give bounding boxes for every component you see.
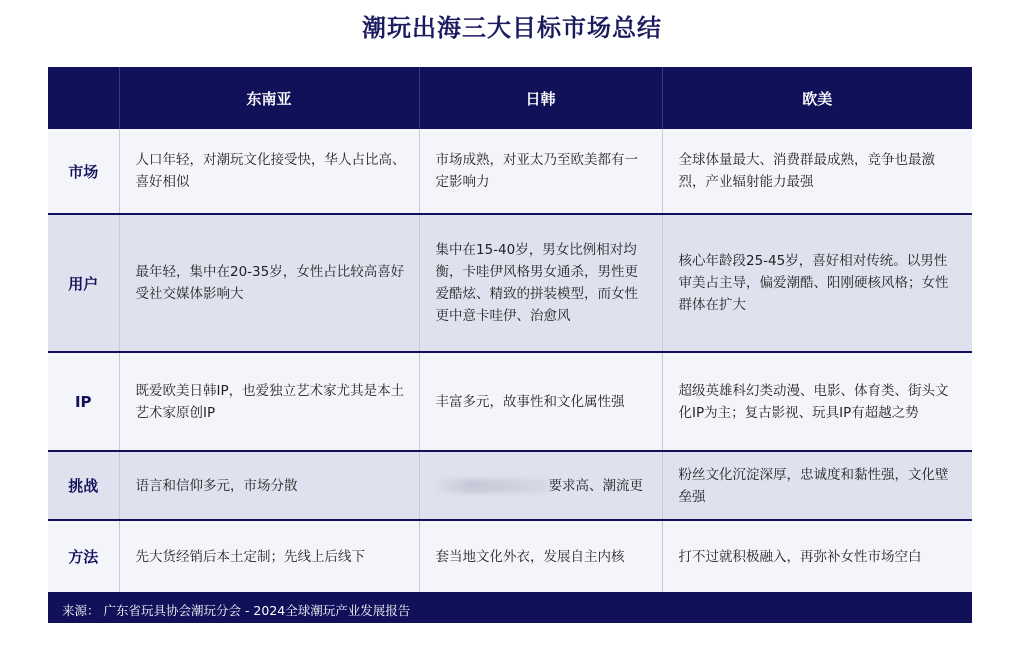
table-cell: 核心年龄段25-45岁，喜好相对传统。以男性审美占主导，偏爱潮酷、阳刚硬核风格；女性群体在扩大 (662, 214, 972, 352)
table-header-row (48, 67, 972, 129)
table-cell: 市场成熟，对亚太乃至欧美都有一定影响力 (419, 129, 662, 214)
source-footnote: 来源： 广东省玩具协会潮玩分会 - 2024全球潮玩产业发展报告 (62, 603, 411, 618)
table-cell-partially-obscured (419, 451, 662, 520)
column-header: 欧美 (662, 67, 972, 129)
column-header: 东南亚 (119, 67, 419, 129)
table-row (48, 129, 972, 214)
blurred-text-overlay (436, 479, 548, 493)
table-cell: 最年轻，集中在20-35岁，女性占比较高喜好受社交媒体影响大 (119, 214, 419, 352)
row-label: 挑战 (48, 451, 119, 520)
table-cell: 粉丝文化沉淀深厚，忠诚度和黏性强，文化壁垒强 (662, 451, 972, 520)
header-corner (48, 67, 119, 129)
table-row (48, 352, 972, 451)
row-label: IP (48, 352, 119, 451)
table-cell: 集中在15-40岁，男女比例相对均衡，卡哇伊风格男女通杀，男性更爱酷炫、精致的拼装模型，而女性更中意卡哇伊、治愈风 (419, 214, 662, 352)
page-title: 潮玩出海三大目标市场总结 (362, 14, 662, 42)
row-label: 用户 (48, 214, 119, 352)
table-cell: 既爱欧美日韩IP，也爱独立艺术家尤其是本土艺术家原创IP (119, 352, 419, 451)
summary-table-frame (48, 67, 972, 623)
cell-visible-text: 要求高、潮流更 (548, 477, 643, 494)
table-cell: 超级英雄科幻类动漫、电影、体育类、街头文化IP为主；复古影视、玩具IP有超越之势 (662, 352, 972, 451)
row-label: 市场 (48, 129, 119, 214)
table-cell: 先大货经销后本土定制；先线上后线下 (119, 520, 419, 593)
table-cell: 人口年轻，对潮玩文化接受快，华人占比高、喜好相似 (119, 129, 419, 214)
table-row (48, 520, 972, 593)
market-summary-table (48, 67, 972, 594)
table-cell: 语言和信仰多元，市场分散 (119, 451, 419, 520)
table-cell: 全球体量最大、消费群最成熟，竞争也最激烈，产业辐射能力最强 (662, 129, 972, 214)
table-row (48, 451, 972, 520)
table-row (48, 214, 972, 352)
column-header: 日韩 (419, 67, 662, 129)
table-cell: 打不过就积极融入，再弥补女性市场空白 (662, 520, 972, 593)
table-cell: 丰富多元，故事性和文化属性强 (419, 352, 662, 451)
row-label: 方法 (48, 520, 119, 593)
table-cell: 套当地文化外衣，发展自主内核 (419, 520, 662, 593)
